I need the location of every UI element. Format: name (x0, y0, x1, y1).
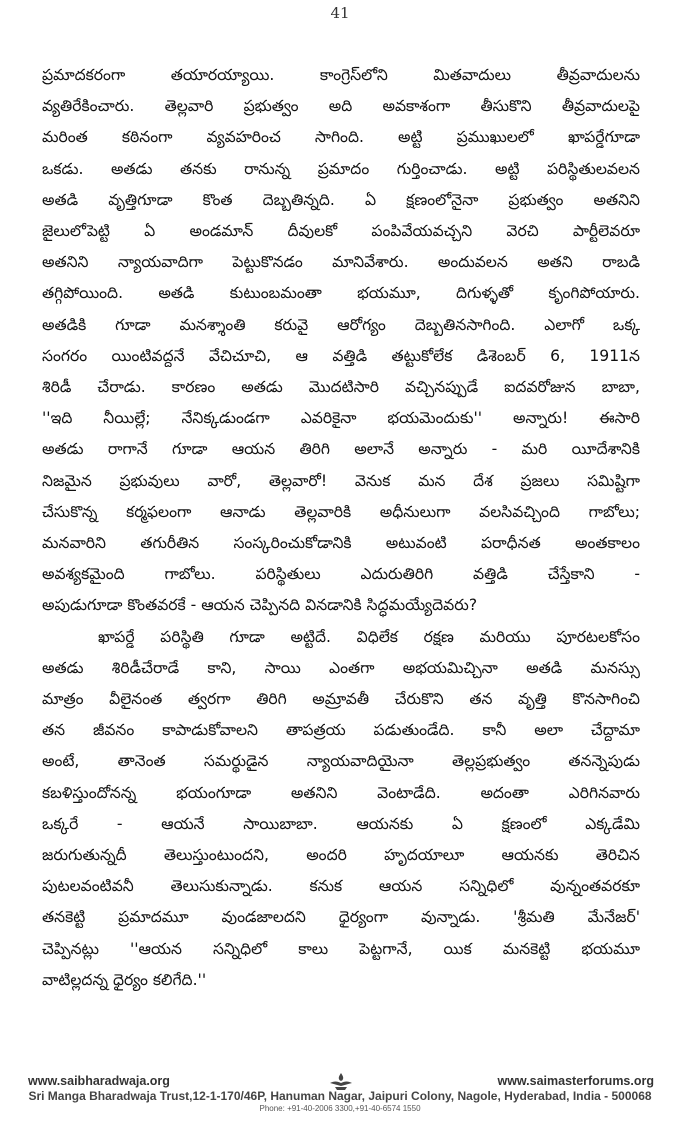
footer-link-saibharadwaja[interactable]: www.saibharadwaja.org (28, 1074, 170, 1088)
text-line: అతడికి గూడా మనశ్శాంతి కరువై ఆరోగ్యం దెబ్బతినసాగింది. ఎలాగో ఒక్క (42, 315, 640, 334)
text-line: తగ్గిపోయింది. అతడి కుటుంబమంతా భయమూ, దిగుళ్ళతో కృంగిపోయారు. (42, 284, 640, 303)
text-line: జరుగుతున్నదీ తెలుస్తుంటుందని, అందరి హృదయాలూ ఆయనకు తెరిచిన (42, 846, 640, 865)
text-line: చెప్పినట్లు ''ఆయన సన్నిధిలో కాలు పెట్టగానే, యిక మనకెట్టి భయమూ (42, 939, 640, 958)
text-line: అతడు శిరిడీచేరాడే కాని, సాయి ఎంతగా అభయమిచ్చినా అతడి మనస్సు (42, 658, 640, 677)
text-line: అతనిని న్యాయవాదిగా పెట్టుకొనడం మానివేశారు. అందువలన అతని రాబడి (42, 253, 640, 272)
text-line: ఖాపర్డే పరిస్థితి గూడా అట్టిదే. విధిలేక రక్షణ మరియు పూరటలకోసం (98, 627, 640, 646)
page-footer (0, 1068, 680, 1122)
text-line: మరింత కఠినంగా వ్యవహరించ సాగింది. అట్టి ప్రముఖులలో ఖాపర్డేగూడా (42, 128, 640, 147)
footer-links-row (26, 1074, 656, 1090)
text-line: ''ఇది నీయిల్లే; నేనిక్కడుండగా ఎవరికైనా భయమెందుకు'' అన్నారు! ఈసారి (42, 409, 640, 428)
text-line: అతడు రాగానే గూడా ఆయన తిరిగి అలానే అన్నారు - మరి యీదేశానికి (42, 440, 640, 459)
text-line: మాత్రం వీలైనంత త్వరగా తిరిగి అమ్రావతీ చేరుకొని తన వృత్తి కొనసాగించి (42, 690, 640, 709)
text-line: కబళిస్తుందోనన్న భయంగూడా అతనిని వెంటాడేది. అదంతా ఎరిగినవారు (42, 783, 640, 802)
text-line: సంగరం యింటివద్దనే వేచిచూచి, ఆ వత్తిడి తట్టుకోలేక డిశెంబర్ 6, 1911న (42, 346, 640, 365)
footer-link-saimasterforums[interactable]: www.saimasterforums.org (497, 1074, 654, 1088)
text-line: మనవారిని తగురీతిన సంస్కరించుకోడానికి అటువంటి పరాధీనత అంతకాలం (42, 534, 640, 553)
text-line: వాటిల్లదన్న ధైర్యం కలిగేది.'' (42, 970, 207, 989)
text-line: ఒకడు. అతడు తనకు రానున్న ప్రమాదం గుర్తించాడు. అట్టి పరిస్థితులవలన (42, 159, 640, 178)
footer-phone: Phone: +91-40-2006 3300,+91-40-6574 1550 (259, 1104, 421, 1113)
text-line: చేసుకొన్న కర్మఫలంగా ఆనాడు తెల్లవారికి అధీనులుగా వలసివచ్చింది గాబోలు; (42, 502, 640, 521)
text-line: ఒక్కరే - ఆయనే సాయిబాబా. ఆయనకు ఏ క్షణంలో ఎక్కడేమి (42, 814, 640, 833)
text-line: నిజమైన ప్రభువులు వారో, తెల్లవారో! వెనుక మన దేశ ప్రజలు సమిష్టిగా (42, 471, 640, 490)
text-line: తనకెట్టి ప్రమాదమూ వుండజాలదని ధైర్యంగా వున్నాడు. 'శ్రీమతి మేనేజర్' (42, 908, 640, 927)
body-text (42, 60, 640, 996)
page-number: 41 (330, 4, 350, 22)
text-line: అవశ్యకమైంది గాబోలు. పరిస్థితులు ఎదురుతిరిగి వత్తిడి చేస్తేకాని - (42, 565, 640, 584)
text-line: అతడి వృత్తిగూడా కొంత దెబ్బతిన్నది. ఏ క్షణంలోనైనా ప్రభుత్వం అతనిని (42, 190, 640, 209)
text-line: ప్రమాదకరంగా తయారయ్యాయి. కాంగ్రెస్‌లోని మితవాదులు తీవ్రవాదులను (42, 66, 640, 84)
text-line: అంటే, తానెంత సమర్థుడైన న్యాయవాదియైనా తెల్లప్రభుత్వం తనన్నెపుడు (42, 752, 640, 771)
text-line: పుటలవంటివనీ తెలుసుకున్నాడు. కనుక ఆయన సన్నిధిలో వున్నంతవరకూ (42, 877, 640, 896)
text-line: జైలులోపెట్టి ఏ అండమాన్ దీవులకో పంపివేయవచ్చని వెరచి పార్టీలెవరూ (42, 222, 640, 241)
text-line: అపుడుగూడా కొంతవరకే - ఆయన చెప్పినది వినడానికి సిద్ధమయ్యేదెవరు? (42, 596, 478, 615)
text-line: తన జీవనం కాపాడుకోవాలని తాపత్రయ పడుతుండేది. కానీ అలా చేద్దామా (42, 721, 640, 740)
footer-address: Sri Manga Bharadwaja Trust,12-1-170/46P, Hanuman Nagar, Jaipuri Colony, Nagole, Hyderabad, India - 500068 (28, 1089, 652, 1103)
text-line: శిరిడీ చేరాడు. కారణం అతడు మొదటిసారి వచ్చినప్పుడే ఐదవరోజున బాబా, (42, 378, 640, 397)
text-line: వ్యతిరేకించారు. తెల్లవారి ప్రభుత్వం అది అవకాశంగా తీసుకొని తీవ్రవాదులపై (42, 97, 640, 116)
